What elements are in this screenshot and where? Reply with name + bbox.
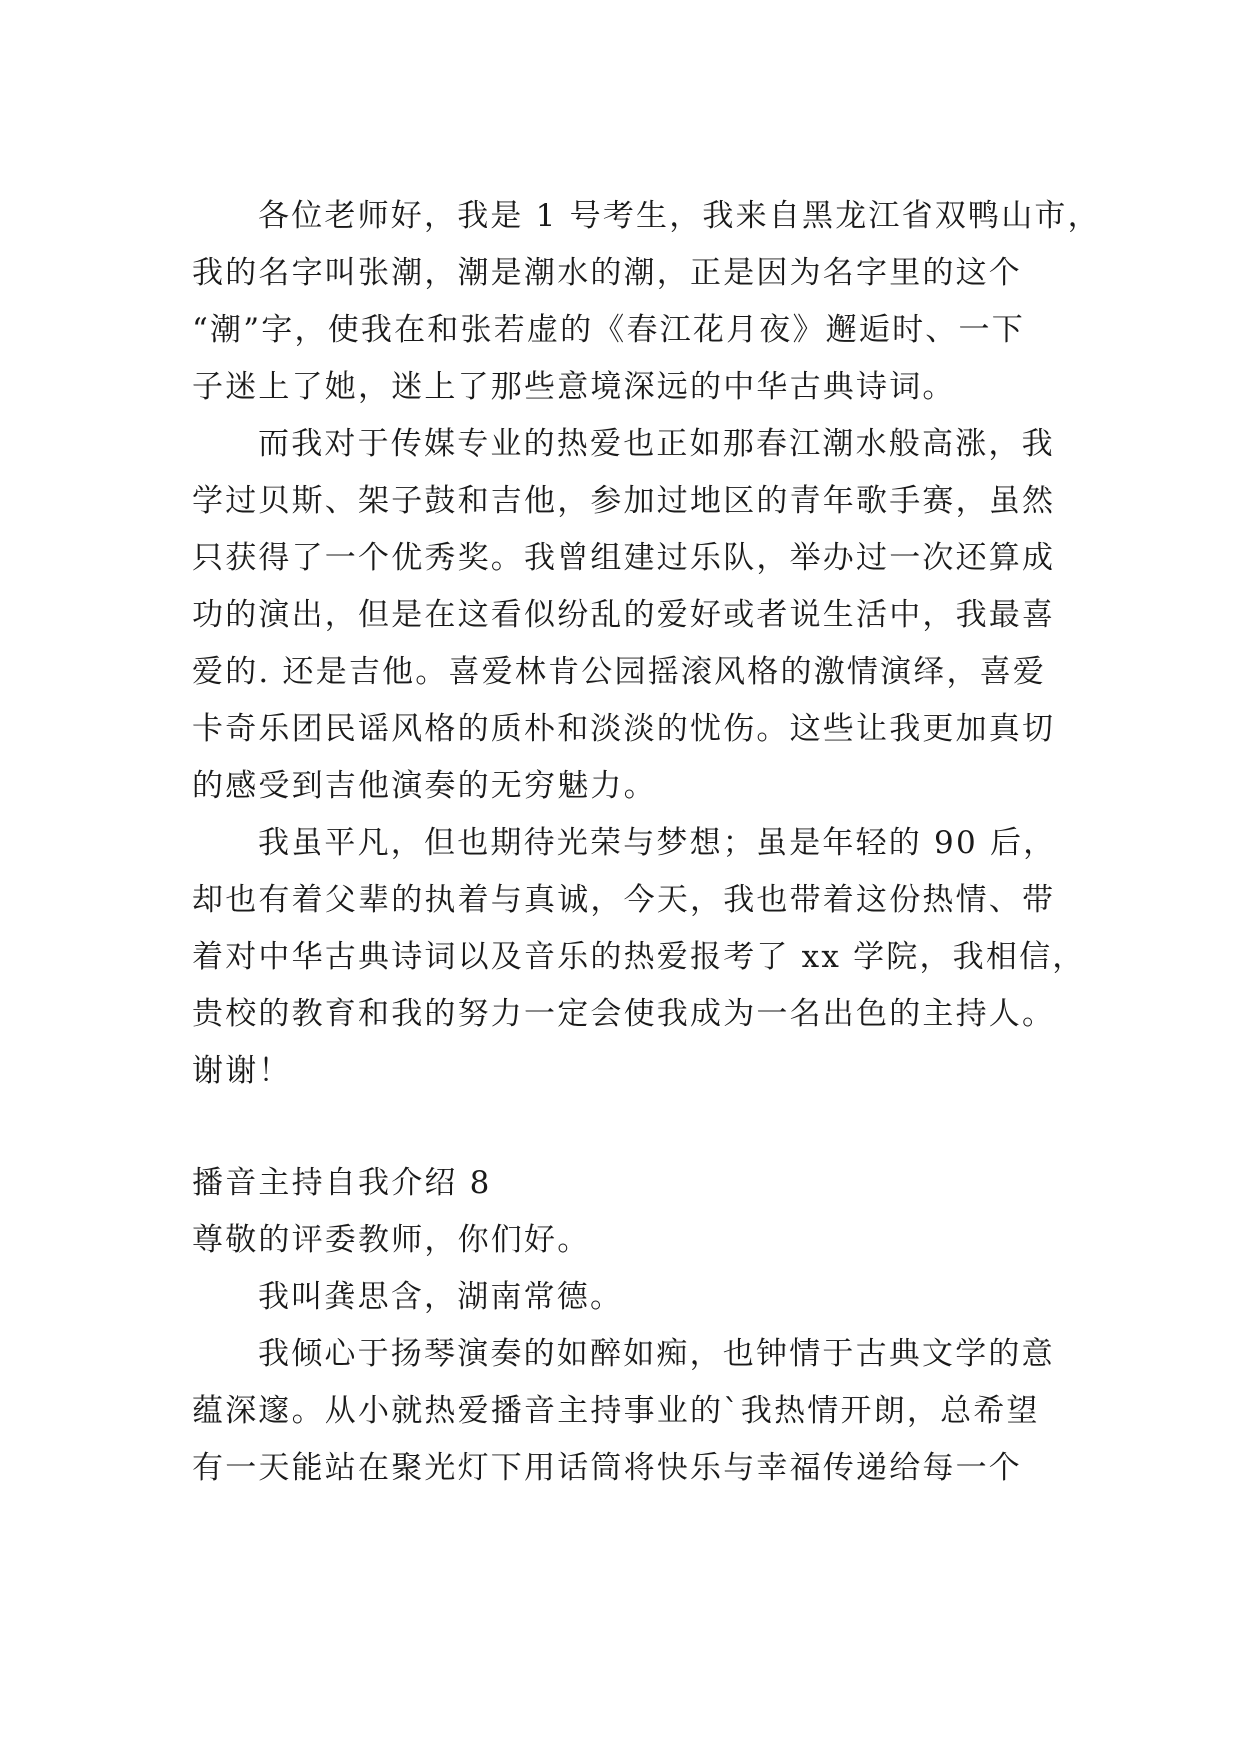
paragraph-1-line-3: “潮”字，使我在和张若虚的《春江花月夜》邂逅时、一下 <box>192 312 1025 348</box>
paragraph-2-line-3: 只获得了一个优秀奖。我曾组建过乐队，举办过一次还算成 <box>192 540 1056 576</box>
paragraph-4-line-1: 我叫龚思含，湖南常德。 <box>258 1279 624 1315</box>
paragraph-5-line-2: 蕴深邃。从小就热爱播音主持事业的`我热情开朗，总希望 <box>192 1393 1040 1429</box>
paragraph-5-line-3: 有一天能站在聚光灯下用话筒将快乐与幸福传递给每一个 <box>192 1450 1022 1486</box>
paragraph-2-line-4: 功的演出，但是在这看似纷乱的爱好或者说生活中，我最喜 <box>192 597 1056 633</box>
paragraph-1-line-4: 子迷上了她，迷上了那些意境深远的中华古典诗词。 <box>192 369 956 405</box>
paragraph-3-line-1: 我虽平凡，但也期待光荣与梦想；虽是年轻的 90 后， <box>258 825 1057 861</box>
paragraph-1-line-1: 各位老师好，我是 1 号考生，我来自黑龙江省双鸭山市， <box>258 198 1101 234</box>
greeting: 尊敬的评委教师，你们好。 <box>192 1222 591 1258</box>
paragraph-2-line-2: 学过贝斯、架子鼓和吉他，参加过地区的青年歌手赛，虽然 <box>192 483 1056 519</box>
paragraph-3-line-5: 谢谢！ <box>192 1053 292 1089</box>
paragraph-3-line-3: 着对中华古典诗词以及音乐的热爱报考了 xx 学院，我相信， <box>192 939 1086 975</box>
paragraph-2-line-6: 卡奇乐团民谣风格的质朴和淡淡的忧伤。这些让我更加真切 <box>192 711 1056 747</box>
paragraph-3-line-2: 却也有着父辈的执着与真诚，今天，我也带着这份热情、带 <box>192 882 1056 918</box>
section-title: 播音主持自我介绍 8 <box>192 1165 492 1201</box>
paragraph-1-line-2: 我的名字叫张潮，潮是潮水的潮，正是因为名字里的这个 <box>192 255 1022 291</box>
paragraph-3-line-4: 贵校的教育和我的努力一定会使我成为一名出色的主持人。 <box>192 996 1056 1032</box>
paragraph-2-line-7: 的感受到吉他演奏的无穷魅力。 <box>192 768 657 804</box>
paragraph-2-line-1: 而我对于传媒专业的热爱也正如那春江潮水般高涨，我 <box>258 426 1055 462</box>
paragraph-2-line-5: 爱的. 还是吉他。喜爱林肯公园摇滚风格的激情演绎，喜爱 <box>192 654 1047 690</box>
paragraph-5-line-1: 我倾心于扬琴演奏的如醉如痴，也钟情于古典文学的意 <box>258 1336 1055 1372</box>
